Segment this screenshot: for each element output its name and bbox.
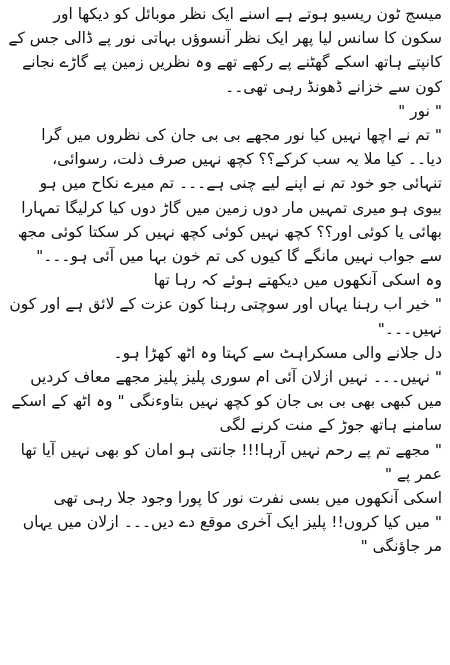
paragraph-6: دل جلانے والی مسکراہٹ سے کہتا وہ اٹھ کھڑا ہو۔	[113, 343, 442, 362]
paragraph-7: " نہیں۔۔۔ نہیں ازلان آئی ام سوری پلیز پلیز مجھے معاف کردیں میں کبھی بھی بی بی جان کو کچھ نہیں بتاوءنگی " وہ اٹھ کے اسکے سامنے ہاتھ جوڑ کے منت کرنے لگی	[11, 368, 442, 435]
paragraph-8: " مجھے تم پے رحم نہیں آرہا!!! جانتی ہو امان کو بھی نہیں آیا تھا عمر پے "	[20, 440, 442, 483]
paragraph-1: میسج ٹون ریسیو ہوتے ہے اسنے ایک نظر موبائل کو دیکھا اور سکون کا سانس لیا پھر ایک نظر آنسوؤں بہاتی نور پے ڈالی جس کے کانپتے ہاتھ اسکے گھٹنے پے رکھے تھے وہ نظریں زمین پے گاڑے نجانے کون سے خزانے ڈھونڈ رہی تھی۔۔	[8, 5, 442, 96]
paragraph-9: اسکی آنکھوں میں بسی نفرت نور کا پورا وجود جلا رہی تھی	[53, 489, 442, 508]
paragraph-2: " نور "	[398, 101, 442, 120]
paragraph-10: " میں کیا کروں!! پلیز ایک آخری موقع دے دیں۔۔۔ ازلان میں یہاں مر جاؤنگی "	[22, 513, 442, 556]
paragraph-5: " خیر اب رہنا یہاں اور سوچتی رہنا کون عزت کے لائق ہے اور کون نہیں۔۔۔"	[9, 295, 442, 338]
paragraph-4: وہ اسکی آنکھوں میں دیکھتے ہوئے کہ رہا تھا	[153, 271, 442, 290]
paragraph-3: " تم نے اچھا نہیں کیا نور مجھے بی بی جان کی نظروں میں گرا دیا۔۔ کیا ملا یہ سب کرکے؟؟ کچھ نہیں صرف ذلت، رسوائی، تنہائی جو خود تم نے اپنے لیے چنی ہے۔۔۔ تم میرے نکاح میں ہو بیوی ہو میری تمہیں مار دوں زمین میں گاڑ دوں کیا کرلیگا تمہارا بھائی یا کوئی اور؟؟ کچھ نہیں کوئی کچھ نہیں کر سکتا کوئی مجھ سے جواب نہیں مانگے گا کیوں کی تم خون بہا میں آئی ہو۔۔۔"	[17, 126, 442, 266]
